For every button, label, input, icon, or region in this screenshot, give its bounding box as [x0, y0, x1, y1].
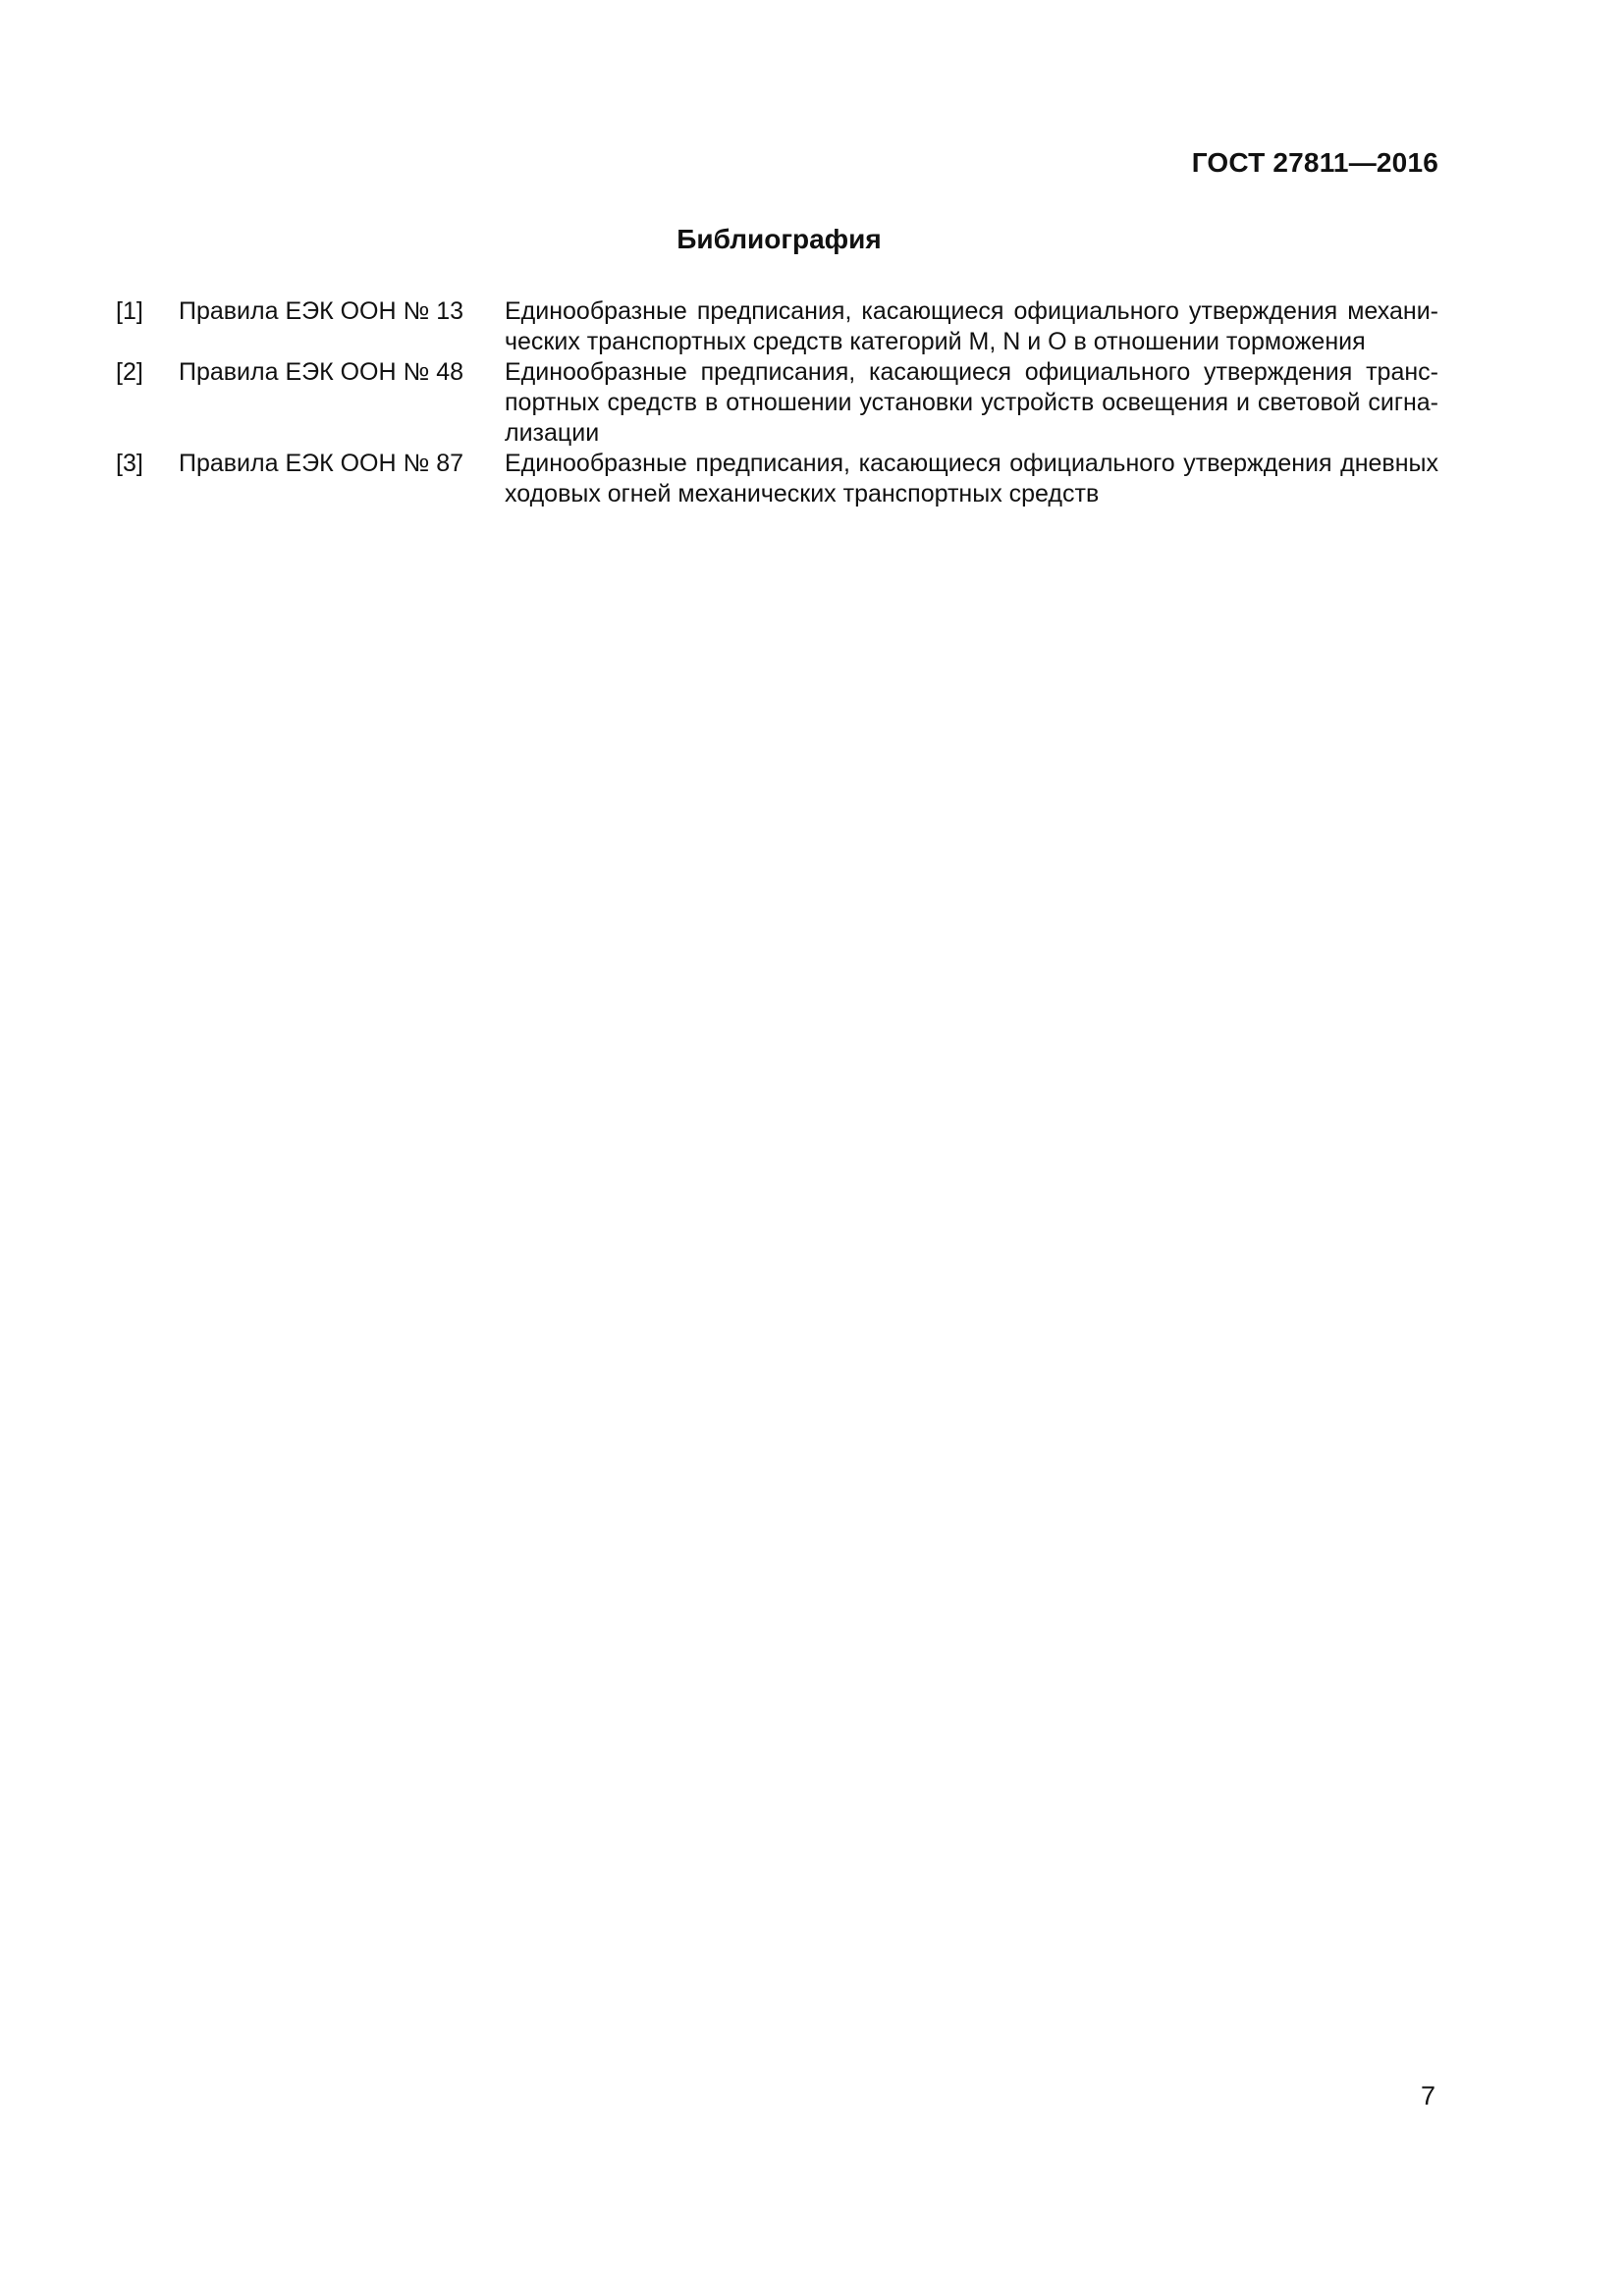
bibliography-list	[116, 296, 1438, 509]
entry-description	[505, 357, 1438, 449]
entry-source: Правила ЕЭК ООН № 87	[179, 450, 464, 477]
entry-source: Правила ЕЭК ООН № 13	[179, 297, 464, 325]
entry-description-line: ческих транспортных средств категорий M, N и O в отношении торможения	[505, 328, 1366, 355]
entry-description-line: портных средств в отношении установки устройств освещения и световой сигна-	[505, 389, 1438, 416]
page-number: 7	[1420, 2081, 1435, 2110]
entry-description-line: Единообразные предписания, касающиеся официального утверждения механи-	[505, 297, 1438, 325]
entry-number: [3]	[116, 450, 143, 477]
entry-description-line: ходовых огней механических транспортных средств	[505, 480, 1100, 507]
bibliography-entry	[116, 296, 1438, 357]
document-code: ГОСТ 27811—2016	[1191, 147, 1438, 178]
entry-description	[505, 449, 1438, 509]
section-title: Библиография	[677, 224, 882, 254]
bibliography-entry	[116, 449, 1438, 509]
entry-number: [1]	[116, 297, 143, 325]
entry-source: Правила ЕЭК ООН № 48	[179, 358, 464, 386]
entry-description-line: Единообразные предписания, касающиеся официального утверждения дневных	[505, 450, 1438, 477]
bibliography-entry	[116, 357, 1438, 449]
entry-description-line: лизации	[505, 419, 600, 447]
entry-description-line: Единообразные предписания, касающиеся официального утверждения транс-	[505, 358, 1438, 386]
entry-number: [2]	[116, 358, 143, 386]
entry-description	[505, 296, 1438, 357]
